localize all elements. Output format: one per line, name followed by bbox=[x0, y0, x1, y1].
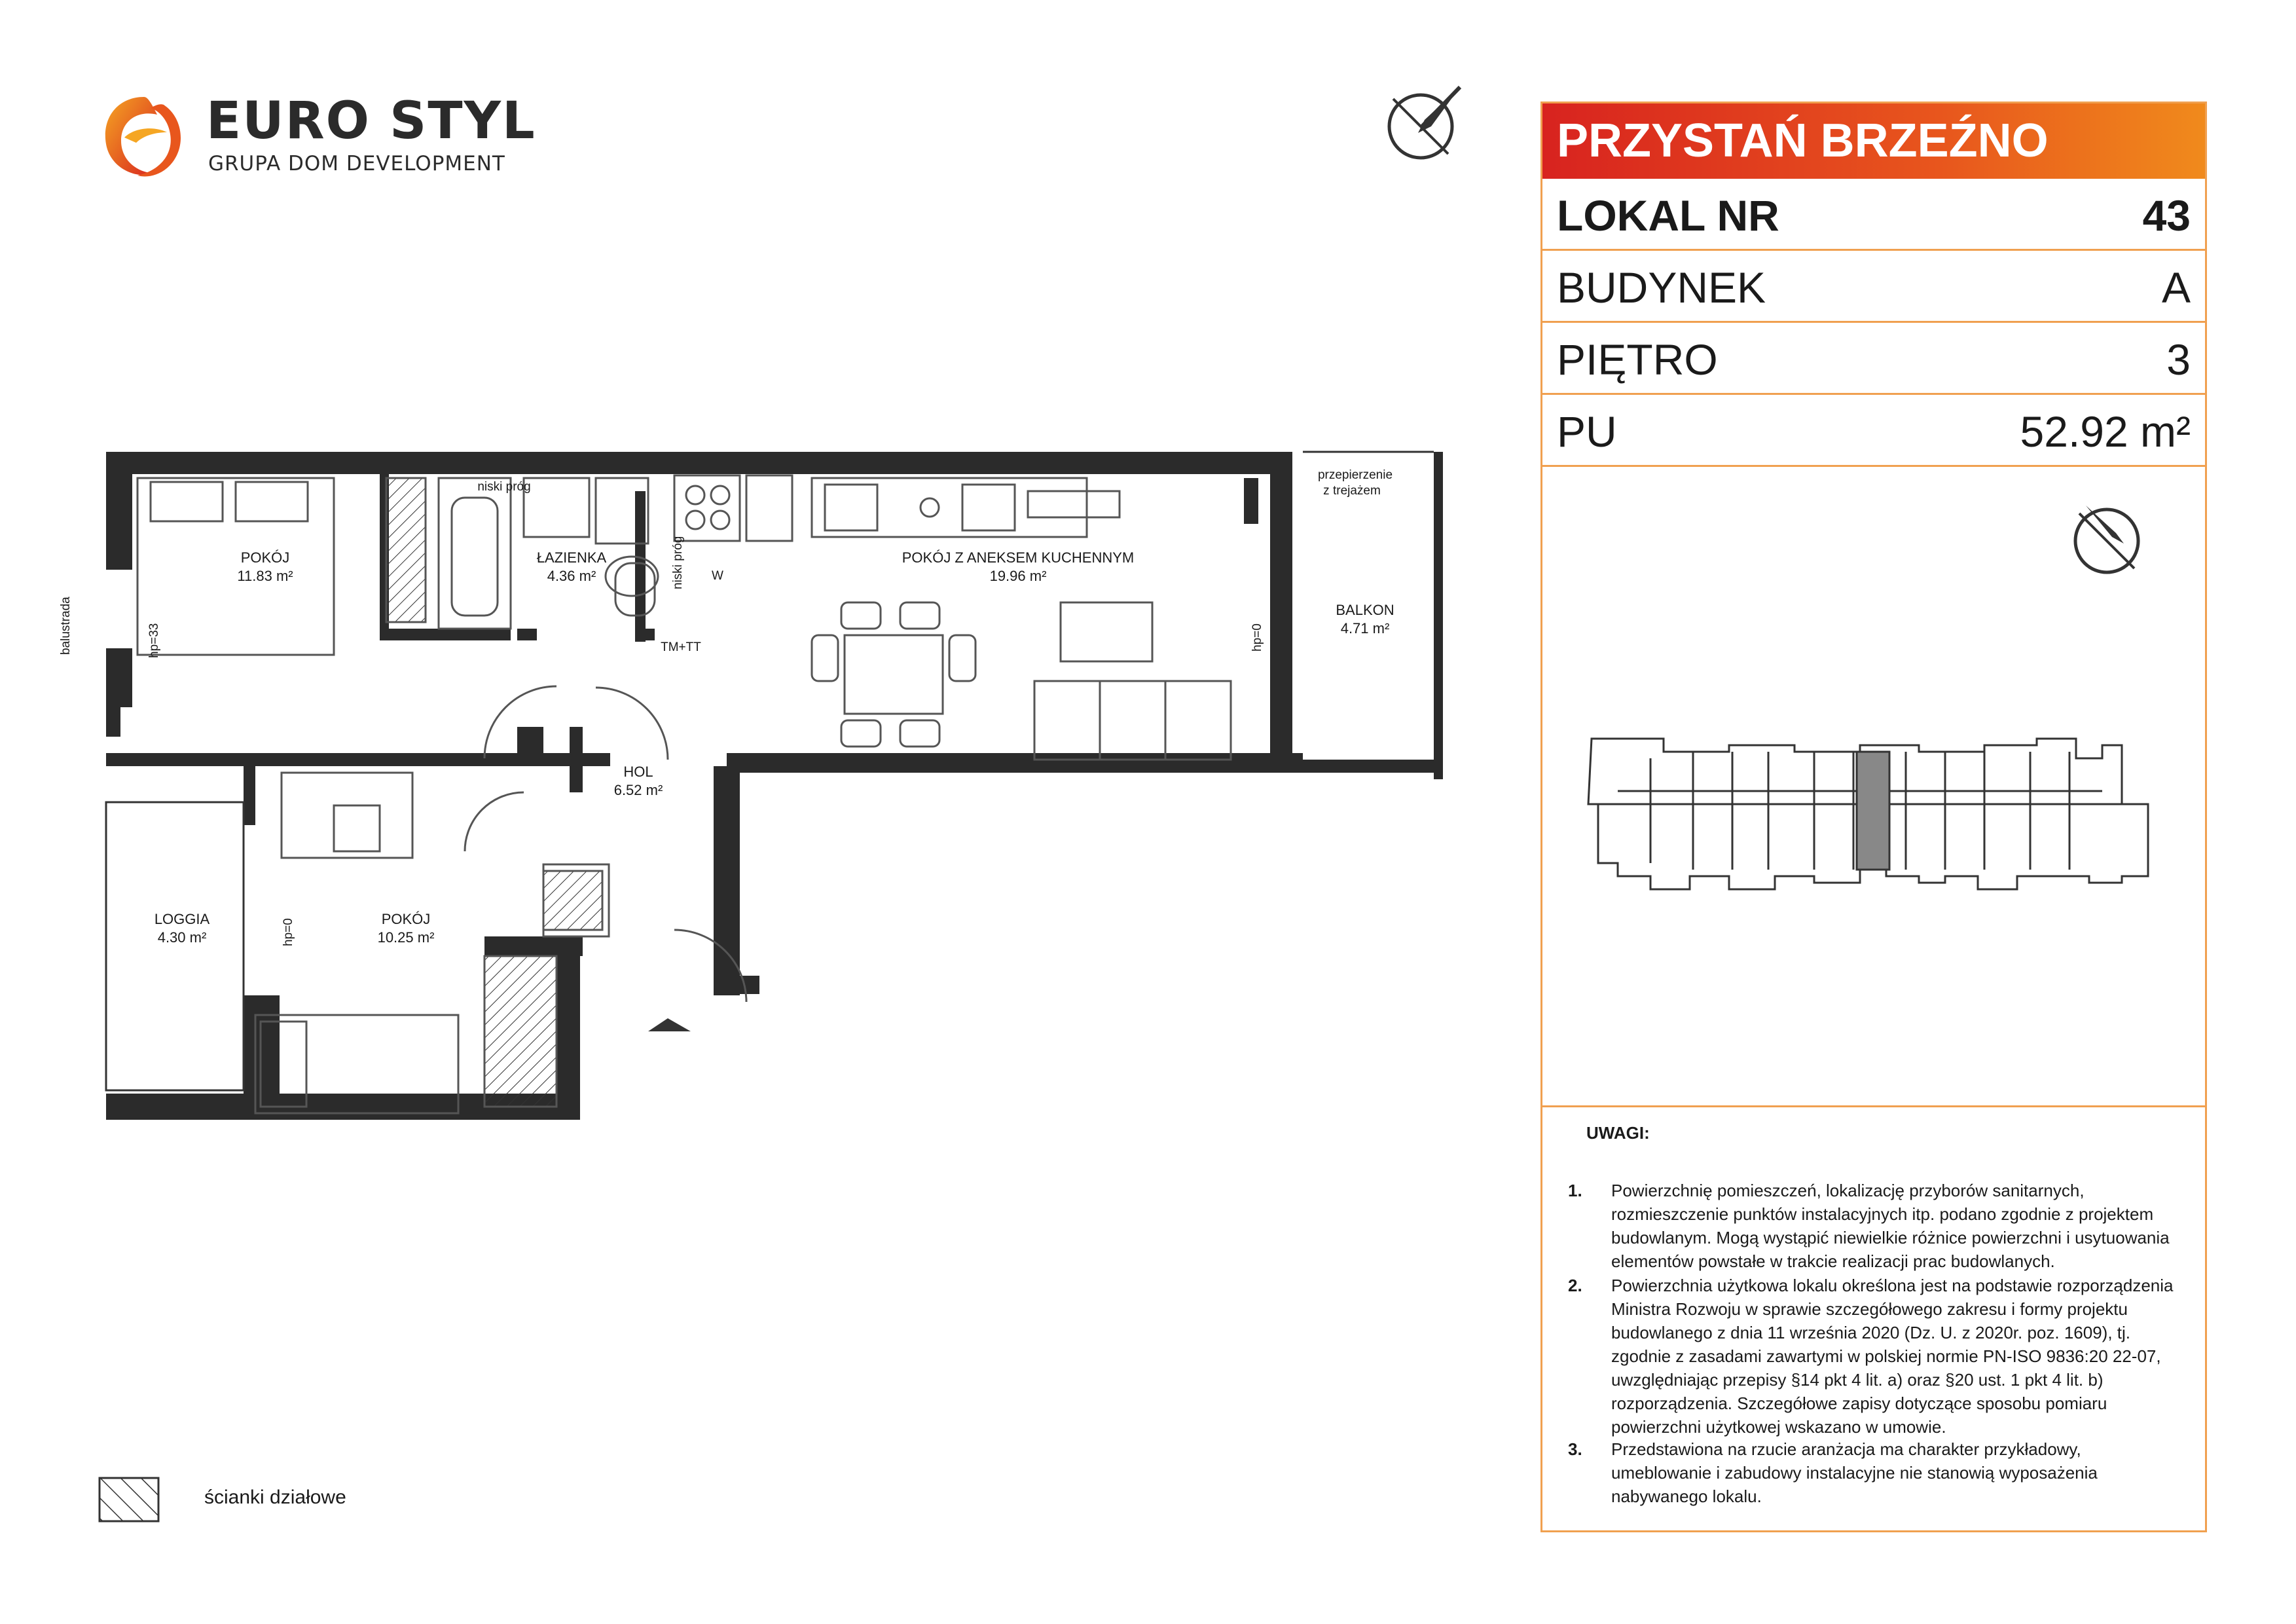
floor-plan bbox=[98, 439, 1473, 1126]
note-text: Przedstawiona na rzucie aranżacja ma charakter przykładowy, umeblowanie i zabudowy instalacyjne nie stanowią wyposażenia nabywanego lokalu. bbox=[1611, 1439, 2098, 1506]
logo bbox=[98, 92, 536, 183]
row-value: 3 bbox=[2166, 335, 2191, 384]
highlighted-unit bbox=[1857, 752, 1889, 870]
row-label: PIĘTRO bbox=[1557, 335, 1718, 384]
room-area-bedroom-1: 11.83 m² bbox=[237, 568, 293, 584]
threshold-height-label-2: hp=0 bbox=[1250, 623, 1264, 652]
room-area-balcony: 4.71 m² bbox=[1340, 620, 1390, 637]
low-threshold-label-2: niski próg bbox=[671, 536, 685, 589]
row-value: A bbox=[2161, 263, 2191, 312]
logo-mark-icon bbox=[98, 92, 190, 183]
room-area-living-kitchen: 19.96 m² bbox=[989, 568, 1047, 584]
notes-heading: UWAGI: bbox=[1586, 1123, 1650, 1143]
low-threshold-label: niski próg bbox=[477, 480, 531, 494]
row-label: BUDYNEK bbox=[1557, 263, 1766, 312]
partition-wall-legend-icon bbox=[98, 1477, 160, 1522]
room-area-bathroom: 4.36 m² bbox=[547, 568, 596, 584]
room-area-bedroom-2: 10.25 m² bbox=[377, 929, 435, 946]
room-name-bedroom-1: POKÓJ bbox=[240, 549, 290, 566]
compass-icon bbox=[2066, 496, 2151, 581]
room-area-hall: 6.52 m² bbox=[613, 782, 663, 798]
building-key-plan bbox=[1578, 732, 2181, 896]
row-unit-number bbox=[1542, 179, 2205, 251]
note-number: 3. bbox=[1568, 1439, 1582, 1459]
threshold-height-label-3: hp=0 bbox=[282, 918, 295, 946]
room-name-loggia: LOGGIA bbox=[154, 911, 210, 927]
room-name-bathroom: ŁAZIENKA bbox=[536, 549, 607, 566]
trellis-label: z trejażem bbox=[1323, 484, 1381, 498]
row-building bbox=[1542, 251, 2205, 323]
room-name-hall: HOL bbox=[623, 764, 653, 780]
room-name-living-kitchen: POKÓJ Z ANEKSEM KUCHENNYM bbox=[902, 549, 1135, 566]
panel-title-bar bbox=[1542, 103, 2205, 179]
note-number: 1. bbox=[1568, 1181, 1582, 1200]
meter-label: TM+TT bbox=[661, 640, 701, 654]
water-label: W bbox=[712, 569, 723, 583]
partition-label: przepierzenie bbox=[1317, 468, 1393, 482]
row-value: 43 bbox=[2142, 191, 2191, 240]
note-number: 2. bbox=[1568, 1276, 1582, 1295]
row-label: PU bbox=[1557, 407, 1617, 456]
logo-tagline: GRUPA DOM DEVELOPMENT bbox=[208, 152, 505, 175]
note-text: Powierzchnia użytkowa lokalu określona jest na podstawie rozporządzenia Ministra Rozwoju w sprawie szczegółowego zakresu i formy projektu budowlanego z dnia 11 września 2020 (Dz. U. z 2020r. poz. 1609), tj. zgodnie z zasadami zawartymi w polskiej normie PN-ISO 9836:20 22-07, uwzględniając przepisy §14 pkt 4 lit. a) oraz §20 ust. 1 pkt 4 lit. b) rozporządzenia. Szczegółowe zapisy dotyczące sposobu pomiaru powierzchni użytkowej wskazano w umowie. bbox=[1611, 1276, 2174, 1437]
legend-label: ścianki działowe bbox=[204, 1486, 346, 1508]
row-label: LOKAL NR bbox=[1557, 191, 1779, 240]
row-value: 52.92 m² bbox=[2020, 407, 2191, 456]
compass-icon bbox=[1381, 82, 1467, 167]
room-area-loggia: 4.30 m² bbox=[157, 929, 207, 946]
threshold-height-label-1: hp=33 bbox=[147, 623, 161, 658]
investment-name: PRZYSTAŃ BRZEŹNO bbox=[1557, 115, 2049, 167]
row-usable-area bbox=[1542, 395, 2205, 467]
note-text: Powierzchnię pomieszczeń, lokalizację przyborów sanitarnych, rozmieszczenie punktów instalacyjnych itp. podano zgodnie z projektem budowlanym. Mogą wystąpić niewielkie różnice powierzchni i usytuowania elementów powstałe w trakcie realizacji prac budowlanych. bbox=[1611, 1181, 2170, 1271]
panel-divider bbox=[1542, 1105, 2205, 1107]
logo-name: EURO STYL bbox=[206, 92, 536, 151]
room-name-balcony: BALKON bbox=[1336, 602, 1394, 618]
balustrade-label: balustrada bbox=[59, 597, 73, 655]
walls bbox=[106, 452, 1443, 1120]
row-floor bbox=[1542, 323, 2205, 395]
room-name-bedroom-2: POKÓJ bbox=[381, 911, 431, 927]
